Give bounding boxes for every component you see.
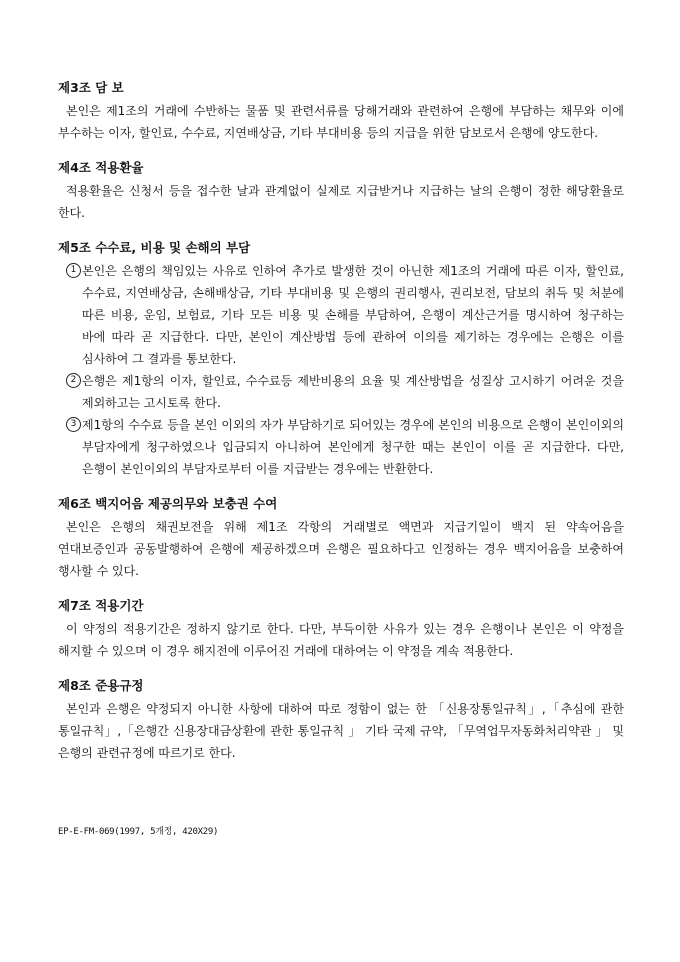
clause-item bbox=[58, 370, 624, 414]
article-3-body: 본인은 제1조의 거래에 수반하는 물품 및 관련서류를 당해거래와 관련하여 은행에 부담하는 채무와 이에 부수하는 이자, 할인료, 수수료, 지연배상금, 기타 부대비용 등의 지급을 위한 담보로서 은행에 양도한다. bbox=[58, 104, 624, 140]
clause-item bbox=[58, 414, 624, 480]
article-6-body: 본인은 은행의 채권보전을 위해 제1조 각항의 거래별로 액면과 지급기일이 백지 된 약속어음을 연대보증인과 공동발행하여 은행에 제공하겠으며 은행은 필요하다고 인정하는 경우 백지어음을 보충하여 행사할 수 있다. bbox=[58, 520, 624, 578]
article-5 bbox=[58, 240, 624, 480]
article-5-clauses bbox=[58, 260, 624, 480]
article-3-title: 제3조 담 보 bbox=[58, 80, 124, 95]
article-4 bbox=[58, 160, 624, 224]
article-4-title: 제4조 적용환율 bbox=[58, 160, 144, 175]
article-6-title: 제6조 백지어음 제공의무와 보충권 수여 bbox=[58, 496, 278, 511]
form-code-footer: EP-E-FM-069(1997, 5개정, 420X29) bbox=[58, 827, 219, 837]
article-5-title: 제5조 수수료, 비용 및 손해의 부담 bbox=[58, 240, 251, 255]
article-3 bbox=[58, 80, 624, 144]
article-7-title: 제7조 적용기간 bbox=[58, 598, 144, 613]
article-8-title: 제8조 준용규정 bbox=[58, 678, 144, 693]
clause-item bbox=[58, 260, 624, 370]
article-4-body: 적용환율은 신청서 등을 접수한 날과 관계없이 실제로 지급받거나 지급하는 날의 은행이 정한 해당환율로 한다. bbox=[58, 184, 624, 220]
clause-number-badge: 1 bbox=[66, 263, 81, 278]
article-7-body: 이 약정의 적용기간은 정하지 않기로 한다. 다만, 부득이한 사유가 있는 경우 은행이나 본인은 이 약정을 해지할 수 있으며 이 경우 해지전에 이루어진 거래에 대하여는 이 약정을 계속 적용한다. bbox=[58, 622, 624, 658]
document-body bbox=[58, 80, 624, 764]
clause-text: 은행은 제1항의 이자, 할인료, 수수료등 제반비용의 요율 및 계산방법을 성질상 고시하기 어려운 것을 제외하고는 고시토록 한다. bbox=[82, 374, 624, 410]
article-8 bbox=[58, 678, 624, 764]
article-8-body: 본인과 은행은 약정되지 아니한 사항에 대하여 따로 정함이 없는 한 「신용장통일규칙」,「추심에 관한 통일규칙」,「은행간 신용장대금상환에 관한 통일규칙 」 기타 국제 규약, 「무역업무자동화처리약관 」 및 은행의 관련규정에 따르기로 한다. bbox=[58, 702, 624, 760]
article-7 bbox=[58, 598, 624, 662]
article-6 bbox=[58, 496, 624, 582]
clause-number-badge: 2 bbox=[66, 373, 81, 388]
clause-text: 본인은 은행의 책임있는 사유로 인하여 추가로 발생한 것이 아닌한 제1조의 거래에 따른 이자, 할인료, 수수료, 지연배상금, 손해배상금, 기타 부대비용 및 은행의 권리행사, 권리보전, 담보의 취득 및 처분에 따른 비용, 운임, 보험료, 기타 모든 비용 및 손해를 부담하여, 은행이 계산근거를 명시하여 청구하는 바에 따라 곧 지급한다. 다만, 본인이 계산방법 등에 관하여 이의를 제기하는 경우에는 은행은 이를 심사하여 그 결과를 통보한다. bbox=[82, 264, 624, 366]
clause-text: 제1항의 수수료 등을 본인 이외의 자가 부담하기로 되어있는 경우에 본인의 비용으로 은행이 본인이외의 부담자에게 청구하였으나 입금되지 아니하여 본인에게 청구한 때는 본인이 이를 곧 지급한다. 다만, 은행이 본인이외의 부담자로부터 이를 지급받는 경우에는 반환한다. bbox=[82, 418, 624, 476]
clause-number-badge: 3 bbox=[66, 417, 81, 432]
